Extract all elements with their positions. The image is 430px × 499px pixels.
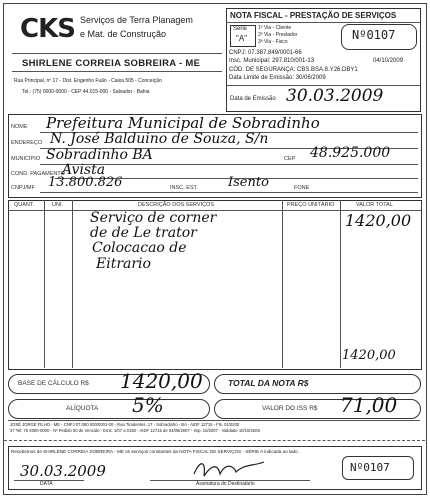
client-name-label: NOME (11, 124, 28, 130)
issuer-name-line2: e Mat. de Construção (80, 29, 167, 39)
header-date-stamp: 04/10/2009 (373, 58, 404, 64)
client-cnpj-value: 13.800.826 (48, 175, 123, 190)
service-row-total: 1420,00 (345, 211, 412, 230)
col-desc: DESCRIÇÃO DOS SERVIÇOS (138, 202, 214, 208)
base-calc-label: BASE DE CÁLCULO R$ (18, 380, 89, 387)
issuer-owner: SHIRLENE CORREIA SOBREIRA - ME (22, 58, 201, 69)
col-unit-price: PREÇO UNITÁRIO (287, 202, 335, 208)
receipt-text: Recebemos de SHIRLENE CORREIA SOBREIRA - ME os serviços constantes da NOTA FISCAL DE SERVIÇOS - SÉRIE A indicada ao lado. (11, 449, 299, 454)
aliquota-label: ALÍQUOTA (66, 405, 99, 412)
issuer-phone: Tel.: (75) 0000-0000 - CEP 44.015-000 - Salvador - Bahia (22, 89, 150, 95)
client-cond-value: Avista (62, 162, 106, 178)
issuer-name-line1: Serviços de Terra Planagem (80, 15, 193, 25)
header-security: CÓD. DE SEGURANÇA: CBS.BSA.8.Y26.DBY1 (229, 67, 358, 73)
company-logo (20, 14, 74, 48)
client-address-value: N. José Balduino de Souza, S/n (50, 131, 269, 147)
serie-value: "A" (236, 34, 248, 43)
iss-value: 71,00 (340, 393, 398, 417)
client-fone-label: FONE (294, 185, 310, 191)
client-insc-label: INSC. EST. (170, 185, 198, 191)
client-address-label: ENDEREÇO (11, 140, 43, 146)
printer-line-1: JOSÉ JORGE FILHO - ME - CNPJ 07.080.000/0001-00 - Rua Tiradentes, 17 - Sobradinho - BA - AIDF 12715 - Fls. 01/0200 (10, 422, 240, 427)
receipt-date-label: DATA (40, 481, 53, 487)
service-desc-line-2: de de Le trator (90, 225, 197, 241)
emission-value: 30.03.2009 (286, 86, 384, 106)
base-calc-value: 1420,00 (120, 369, 203, 393)
emission-label: Data de Emissão (230, 96, 276, 102)
serie-label: Série (233, 26, 248, 32)
via-line-2: 2ª Via - Prestador (258, 32, 298, 38)
client-insc-value: Isento (228, 175, 269, 190)
client-cond-label: COND. PAGAMENTO (11, 171, 65, 177)
col-quant: QUANT. (14, 202, 35, 208)
signature-label: Assinatura do Destinatário (196, 481, 255, 487)
aliquota-box (8, 399, 210, 419)
client-name-value: Prefeitura Municipal de Sobradinho (46, 114, 320, 132)
service-desc-line-3: Colocacao de (92, 240, 187, 256)
issuer-address: Rua Principal, nº 17 - Dist. Engenho Fuão - Caixa 505 - Conceição (14, 78, 162, 84)
client-cep-label: CEP (284, 156, 296, 162)
logo-text: CKS (20, 14, 75, 44)
client-cnpj-label: CNPJ/MF (11, 185, 35, 191)
header-cnpj: CNPJ: 07.387.849/0001-66 (229, 50, 302, 56)
iss-label: VALOR DO ISS R$ (262, 405, 318, 412)
via-line-3: 3ª Via - Fisco (258, 39, 288, 45)
aliquota-value: 5% (132, 393, 164, 417)
service-desc-line-1: Serviço de corner (90, 210, 217, 226)
col-uni: UNI. (52, 202, 63, 208)
service-sum-total: 1420,00 (342, 348, 396, 363)
receipt-number: Nº0107 (350, 461, 390, 474)
client-city-value: Sobradinho BA (46, 147, 153, 163)
invoice-title: NOTA FISCAL - PRESTAÇÃO DE SERVIÇOS (230, 11, 397, 20)
client-cep-value: 48.925.000 (310, 145, 391, 161)
invoice-number: Nº0107 (352, 28, 396, 42)
via-line-1: 1ª Via - Cliente (258, 25, 292, 31)
receipt-date: 30.03.2009 (20, 462, 106, 480)
client-city-label: MUNICÍPIO (11, 156, 41, 162)
service-desc-line-4: Eitrario (96, 256, 151, 272)
printer-line-2: 37 Tel: 75 4000-0000 - Nº Pedido 00 de Vencido - Emit. 1/07 a 0150 - AIDF 12715 de 04/06/2007 - Imp. 10/2007 - Validade 10/10/2009 (10, 428, 260, 433)
col-total: VALOR TOTAL (356, 202, 393, 208)
perforation (4, 440, 425, 441)
total-note-label: TOTAL DA NOTA R$ (228, 378, 309, 388)
header-validity: Data Limite de Emissão: 30/06/2009 (229, 75, 326, 81)
header-inscr: Insc. Municipal: 297.810/001-13 (229, 58, 315, 64)
recipient-signature (190, 456, 270, 482)
